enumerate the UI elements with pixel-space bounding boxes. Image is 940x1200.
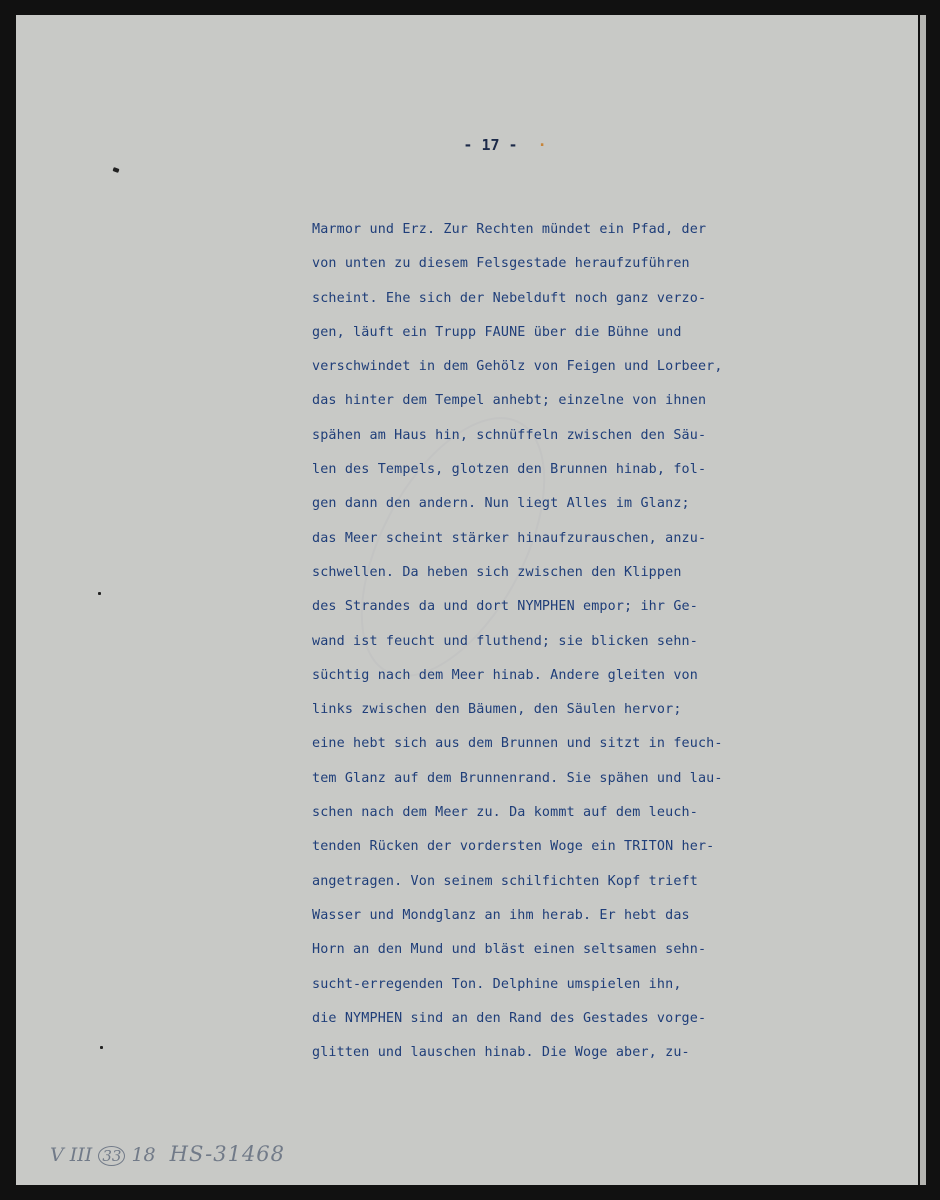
archive-signature: HS-31468: [169, 1142, 286, 1166]
text-line: tem Glanz auf dem Brunnenrand. Sie spähen und lau-: [312, 770, 723, 786]
text-line: Marmor und Erz. Zur Rechten mündet ein Pfad, der: [312, 222, 707, 237]
ink-dot: ·: [537, 136, 547, 154]
text-line: das Meer scheint stärker hinaufzurauschen, anzu-: [312, 530, 707, 546]
text-line: wand ist feucht und fluthend; sie blicken sehn-: [312, 633, 698, 649]
text-line: sucht-erregenden Ton. Delphine umspielen ihn,: [312, 976, 682, 992]
archive-circled-number: 33: [98, 1146, 125, 1166]
text-line: spähen am Haus hin, schnüffeln zwischen den Säu-: [312, 427, 707, 443]
text-line: links zwischen den Bäumen, den Säulen hervor;: [312, 702, 682, 718]
text-line: eine hebt sich aus dem Brunnen und sitzt in feuch-: [312, 736, 723, 752]
page-number-text: - 17 -: [463, 136, 518, 154]
text-line: die NYMPHEN sind an den Rand des Gestades vorge-: [312, 1010, 707, 1026]
margin-mark: [100, 1046, 103, 1049]
text-line: tenden Rücken der vordersten Woge ein TRITON her-: [312, 839, 715, 855]
text-line: des Strandes da und dort NYMPHEN empor; ihr Ge-: [312, 599, 698, 615]
text-line: angetragen. Von seinem schilfichten Kopf trieft: [312, 873, 698, 889]
text-line: das hinter dem Tempel anhebt; einzelne von ihnen: [312, 393, 707, 409]
margin-mark: [98, 592, 101, 595]
text-line: schen nach dem Meer zu. Da kommt auf dem leuch-: [312, 805, 698, 821]
text-line: gen dann den andern. Nun liegt Alles im Glanz;: [312, 496, 690, 512]
text-line: glitten und lauschen hinab. Die Woge aber, zu-: [312, 1045, 690, 1061]
text-line: len des Tempels, glotzen den Brunnen hinab, fol-: [312, 462, 707, 478]
text-line: verschwindet in dem Gehölz von Feigen und Lorbeer,: [312, 359, 723, 375]
typed-text-block: [312, 219, 832, 1076]
archive-suffix: 18: [131, 1144, 156, 1166]
text-line: Wasser und Mondglanz an ihm herab. Er hebt das: [312, 907, 690, 923]
text-line: Horn an den Mund und bläst einen seltsamen sehn-: [312, 942, 707, 958]
text-line: von unten zu diesem Felsgestade heraufzuführen: [312, 256, 690, 272]
text-line: gen, läuft ein Trupp FAUNE über die Bühne und: [312, 324, 682, 340]
archive-prefix: V III: [50, 1144, 93, 1166]
page-edge: [920, 15, 926, 1185]
text-line: süchtig nach dem Meer hinab. Andere gleiten von: [312, 667, 698, 683]
text-line: scheint. Ehe sich der Nebelduft noch ganz verzo-: [312, 290, 707, 306]
archive-pencil-note: [50, 1142, 285, 1166]
text-line: schwellen. Da heben sich zwischen den Klippen: [312, 564, 682, 580]
page-number: [0, 136, 940, 154]
